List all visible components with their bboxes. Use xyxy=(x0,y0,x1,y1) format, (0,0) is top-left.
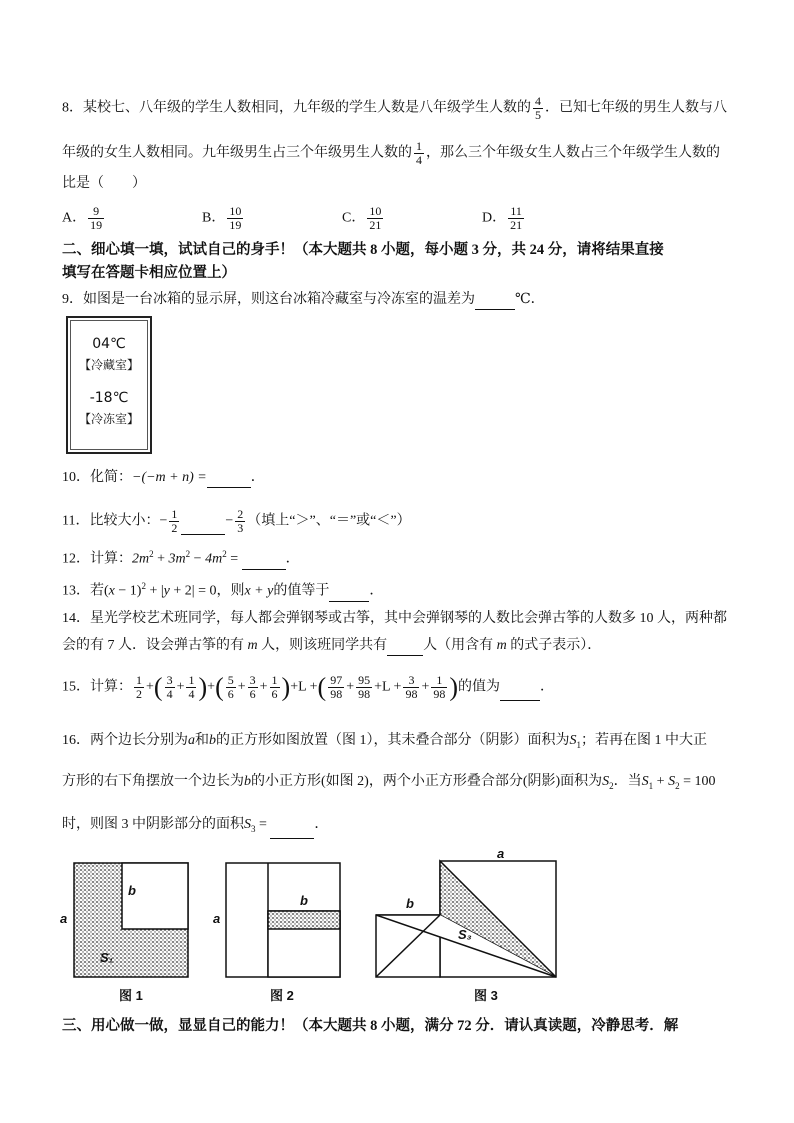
section2-heading-line2: 填写在答题卡相应位置上） xyxy=(62,265,236,281)
q11: 11．比较大小：− $\frac{1}{2}$ − $\frac{2}{3}$ （填上“＞”、“＝”或“＜”） xyxy=(62,507,411,535)
fridge-label-freeze: 【冷冻室】 xyxy=(78,412,139,426)
fig1-label-a: a xyxy=(60,911,68,926)
q12-answer-blank[interactable] xyxy=(242,554,286,570)
fig3-caption: 图 3 xyxy=(474,988,498,1003)
fig2-label-b: b xyxy=(300,893,308,908)
fridge-temp-freeze: -18℃ xyxy=(89,390,129,406)
q9-text: 9．如图是一台冰箱的显示屏，则这台冰箱冷藏室与冷冻室的温差为 ℃． xyxy=(62,290,545,310)
q8-line3: 比是（ ） xyxy=(62,176,146,191)
q13: 13．若$(x - 1)^2 + |y + 2| = 0$，则x + y的值等于 ． xyxy=(62,576,383,602)
fridge-display xyxy=(66,316,152,454)
q16-figures xyxy=(56,845,576,1005)
q8-option-a: A． $\frac{9}{19}$ xyxy=(62,204,103,232)
q15-answer-blank[interactable] xyxy=(500,685,540,701)
q8-line1: 8．某校七、八年级的学生人数相同，九年级的学生人数是八年级学生人数的 $\frac{4}{5}$ ．已知七年级的男生人数与八 xyxy=(62,94,727,122)
q10: 10．化简：−(−m + n) = ． xyxy=(62,468,265,488)
figure-1 xyxy=(74,863,188,977)
fig1-caption: 图 1 xyxy=(119,988,143,1003)
fraction-1-4: $\frac{1}{4}$ xyxy=(416,139,422,167)
q16-line3: 时，则图 3 中阴影部分的面积$S_3$ = ． xyxy=(62,815,328,839)
q16-line1: 16．两个边长分别为a和b的正方形如图放置（图 1），其未叠合部分（阴影）面积为$S_1$；若再在图 1 中大正 xyxy=(62,733,707,750)
q8-option-b: B． $\frac{10}{19}$ xyxy=(202,204,242,232)
q13-answer-blank[interactable] xyxy=(329,586,369,602)
fig3-label-s3: S₃ xyxy=(458,927,472,942)
q11-answer-blank[interactable] xyxy=(181,519,225,535)
figure-3 xyxy=(376,861,556,977)
fridge-label-cold: 【冷藏室】 xyxy=(78,358,139,372)
figure-2 xyxy=(226,863,340,977)
q16-line2: 方形的右下角摆放一个边长为b的小正方形(如图 2)，两个小正方形叠合部分(阴影)面积为$S_2$．当$S_1 + S_2 = 100$ xyxy=(62,774,716,791)
section2-heading-line1: 二、细心填一填，试试自己的身手！（本大题共 8 小题，每小题 3 分，共 24 分，请将结果直接 xyxy=(62,242,664,258)
fridge-temp-cold: 04℃ xyxy=(92,336,126,352)
fig1-label-s1: S₁ xyxy=(100,950,114,965)
fig1-label-b: b xyxy=(128,883,136,898)
fig3-label-a: a xyxy=(497,846,505,861)
q9-answer-blank[interactable] xyxy=(475,294,515,310)
q8-line2: 年级的女生人数相同。九年级男生占三个年级男生人数的 $\frac{1}{4}$ ，那么三个年级女生人数占三个年级学生人数的 xyxy=(62,139,720,167)
fraction-4-5: $\frac{4}{5}$ xyxy=(535,94,541,122)
q14-line2: 会的有 7 人．设会弹古筝的有 m 人，则该班同学共有 人（用含有 m 的式子表示）． xyxy=(62,636,601,656)
q15: 15．计算： $\frac{1}{2}$ +( $\frac{3}{4}$ + $\frac{1}{4}$ )+( $\frac{5}{6}$ + $\frac{3}{6}$ + $\frac{1}{6}$ )+L +( $\frac{97}{98}$ + $\frac{95}{98}$ +L + $\frac{3}{98}$ + $\frac{1}{98}$ )的值为 ． xyxy=(62,672,555,702)
fig3-label-b: b xyxy=(406,896,414,911)
fig2-label-a: a xyxy=(213,911,221,926)
fig2-caption: 图 2 xyxy=(270,988,294,1003)
q14-answer-blank[interactable] xyxy=(387,640,423,656)
q8-option-c: C． $\frac{10}{21}$ xyxy=(342,204,382,232)
q12: 12．计算：$2m^2 + 3m^2 - 4m^2$ = ． xyxy=(62,544,300,570)
q10-answer-blank[interactable] xyxy=(207,472,251,488)
q16-answer-blank[interactable] xyxy=(270,823,314,839)
q14-line1: 14．星光学校艺术班同学，每人都会弹钢琴或古筝，其中会弹钢琴的人数比会弹古筝的人数多 10 人，两种都 xyxy=(62,611,727,626)
q8-option-d: D． $\frac{11}{21}$ xyxy=(482,204,523,232)
section3-heading: 三、用心做一做，显显自己的能力！（本大题共 8 小题，满分 72 分．请认真读题，冷静思考．解 xyxy=(62,1018,679,1034)
